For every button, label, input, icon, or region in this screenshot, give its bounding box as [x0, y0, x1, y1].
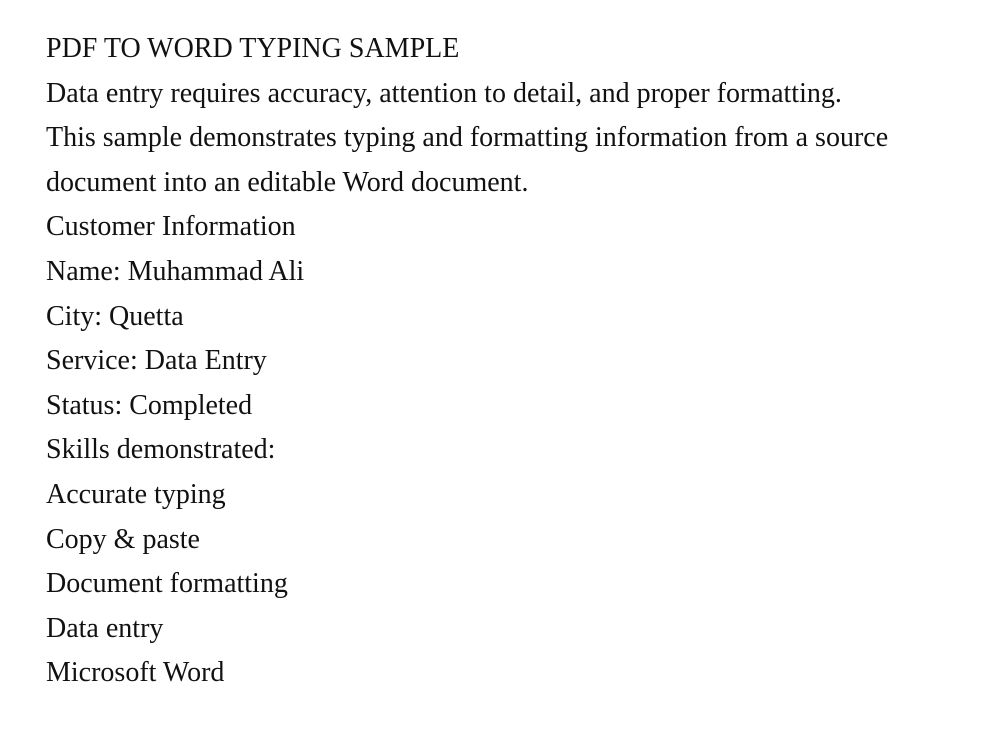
customer-service-field: Service: Data Entry — [46, 345, 267, 377]
intro-line: Data entry requires accuracy, attention to detail, and proper formatting. — [46, 77, 842, 109]
customer-city-field: City: Quetta — [46, 300, 184, 332]
skill-item: Document formatting — [46, 568, 288, 600]
customer-status-field: Status: Completed — [46, 389, 253, 421]
intro-line: document into an editable Word document. — [46, 166, 529, 198]
skills-heading: Skills demonstrated: — [46, 434, 276, 466]
customer-info-heading: Customer Information — [46, 211, 296, 243]
intro-line: This sample demonstrates typing and formatting information from a source — [46, 122, 889, 154]
skill-item: Copy & paste — [46, 523, 200, 555]
skill-item: Data entry — [46, 612, 164, 644]
skill-item: Microsoft Word — [46, 657, 225, 689]
document-title: PDF TO WORD TYPING SAMPLE — [46, 33, 460, 64]
customer-name-field: Name: Muhammad Ali — [46, 255, 305, 287]
skill-item: Accurate typing — [46, 478, 226, 510]
document-body — [46, 27, 986, 696]
